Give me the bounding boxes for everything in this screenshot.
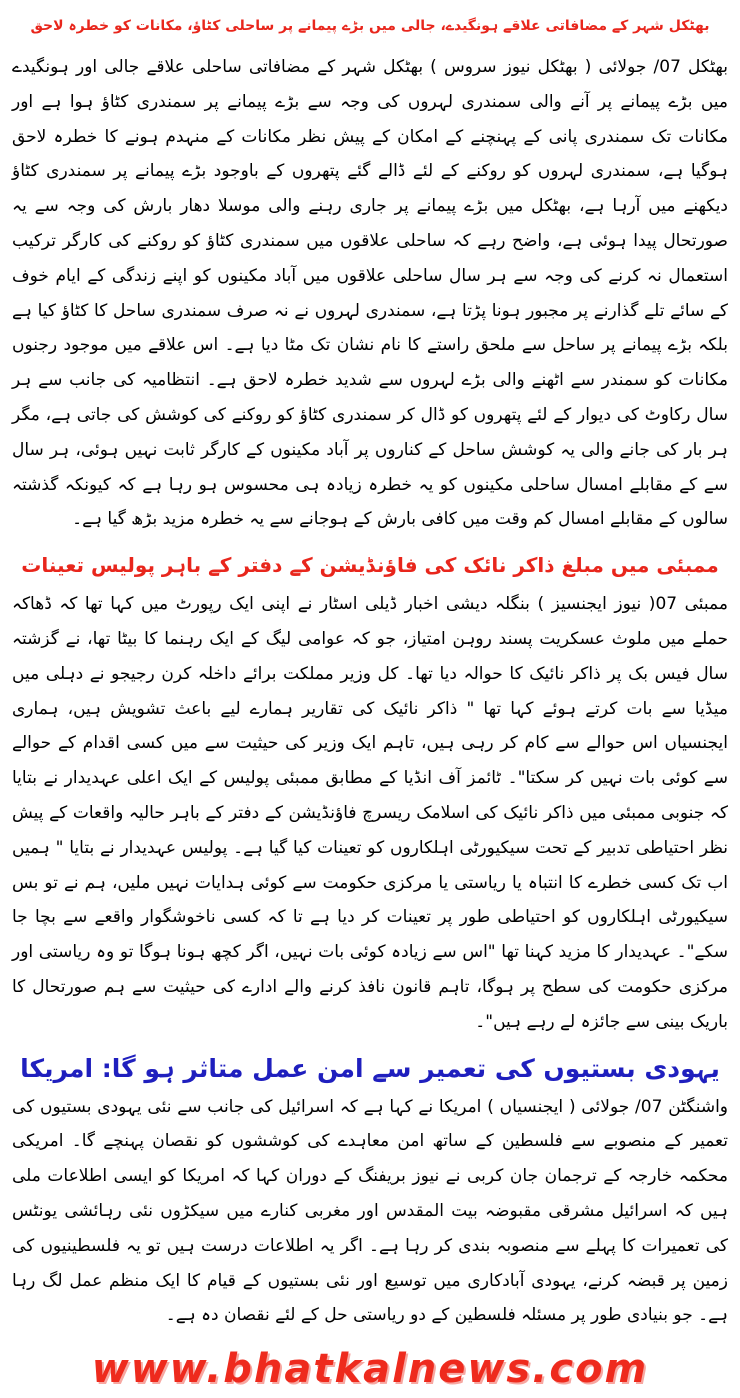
headline-zakir-naik: ممبئی میں مبلغ ذاکر نائک کی فاؤنڈیشن کے دفتر کے باہر پولیس تعینات [21, 553, 719, 578]
article-settlements [12, 1050, 728, 1334]
headline-coastal-erosion: بھٹکل شہر کے مضافاتی علاقے ہونگیدے، جالی میں بڑے پیمانے پر ساحلی کٹاؤ، مکانات کو خطرہ لاحق [30, 18, 710, 34]
article-body-settlements: واشنگٹن 07/ جولائی ( ایجنسیاں ) امریکا نے کہا ہے کہ اسرائیل کی جانب سے نئی یہودی بستیوں کی تعمیر کے منصوبے سے فلسطین کے ساتھ امن معاہدے کی کوششوں کو نقصان پہنچے گا۔ امریکی محکمہ خارجہ کے ترجمان جان کربی نے نیوز بریفنگ کے دوران کہا کہ امریکا کو ایسی اطلاعات ملی ہیں کہ اسرائیل مشرقی مقبوضہ بیت المقدس اور مغربی کنارے میں سیکڑوں نئی رہائشی یونٹس کی تعمیرات کا پہلے سے منصوبہ بندی کر رہا ہے۔ اگر یہ اطلاعات درست ہیں تو یہ فلسطینیوں کی زمین پر قبضہ کرنے، یہودی آبادکاری میں توسیع اور نئی بستیوں کے قیام کا ایک منظم عمل لگ رہا ہے۔ جو بنیادی طور پر مسئلہ فلسطین کے دو ریاستی حل کے لئے نقصان دہ ہے۔ [12, 1096, 728, 1326]
site-watermark: www.bhatkalnews.com [91, 1346, 649, 1392]
article-body-zakir-naik: ممبئی 07( نیوز ایجنسیز ) بنگلہ دیشی اخبار ڈیلی اسٹار نے اپنی ایک رپورٹ میں کہا تھا کہ ڈھاکہ حملے میں ملوث عسکریت پسند روہن امتیاز، جو کہ عوامی لیگ کے ایک رہنما کا بیٹا تھا، نے گزشتہ سال فیس بک پر ذاکر نائیک کا حوالہ دیا تھا۔ کل وزیر مملکت برائے داخلہ کرن رجیجو نے دہلی میں میڈیا سے بات کرتے ہوئے کہا تھا " ذاکر نائیک کی تقاریر ہمارے لیے باعث تشویش ہیں، ہماری ایجنسیاں اس حوالے سے کام کر رہی ہیں، تاہم ایک وزیر کی حیثیت سے میں کسی اقدام کے حوالے سے کوئی بات نہیں کر سکتا"۔ ٹائمز آف انڈیا کے مطابق ممبئی پولیس کے ایک اعلی عہدیدار نے بتایا کہ جنوبی ممبئی میں ذاکر نائیک کی اسلامک ریسرچ فاؤنڈیشن کے دفتر کے باہر حالیہ واقعات کے پیش نظر احتیاطی تدبیر کے تحت سیکیورٹی اہلکاروں کو تعینات کیا گیا ہے۔ پولیس عہدیدار نے بتایا " ہمیں اب تک کسی خطرے کا انتباہ یا ریاستی یا مرکزی حکومت سے کوئی ہدایات نہیں ملیں، ہم نے تو بس سیکیورٹی اہلکاروں کو احتیاطی طور پر تعینات کر دیا ہے تا کہ کسی ناخوشگوار واقعے سے بچا جا سکے"۔ عہدیدار کا مزید کہنا تھا "اس سے زیادہ کوئی بات نہیں، اگر کچھ ہونا ہوگا تو وہ ریاستی اور مرکزی حکومت کی سطح پر ہوگا، تاہم قانون نافذ کرنے والے ادارے کی حیثیت سے ہم صورتحال کا باریک بینی سے جائزہ لے رہے ہیں"۔ [12, 594, 728, 1032]
article-body-coastal-erosion: بھٹکل 07/ جولائی ( بھٹکل نیوز سروس ) بھٹکل شہر کے مضافاتی ساحلی علاقے جالی اور ہونگیدے میں بڑے پیمانے پر آنے والی سمندری لہروں کی وجہ سے بڑے پیمانے پر سمندری کٹاؤ ہوا ہے اور مکانات تک سمندری پانی کے پہنچنے کے امکان کے پیش نظر مکانات کے منہدم ہونے کا خطرہ لاحق ہوگیا ہے، سمندری لہروں کو روکنے کے لئے ڈالے گئے پتھروں کے باوجود بڑے پیمانے پر سمندری کٹاؤ دیکھنے میں آرہا ہے، بھٹکل میں بڑے پیمانے پر جاری رہنے والی موسلا دھار بارش کی وجہ سے یہ صورتحال پیدا ہوئی ہے، واضح رہے کہ ساحلی علاقوں میں سمندری کٹاؤ کو روکنے کی کارگر ترکیب استعمال نہ کرنے کی وجہ سے ہر سال ساحلی علاقوں میں آباد مکینوں کو اپنے زندگی کے ایام خوف کے سائے تلے گذارنے پر مجبور ہونا پڑتا ہے، سمندری لہروں نے نہ صرف سمندری ساحل کا کٹاؤ کیا ہے بلکہ بڑے پیمانے پر ساحل سے ملحق راستے کا نام نشان تک مٹا دیا ہے۔ اس علاقے میں موجود رجنوں مکانات کو سمندر سے اٹھنے والی بڑے لہروں سے شدید خطرہ لاحق ہے۔ انتظامیہ کی جانب سے ہر سال رکاوٹ کی دیوار کے لئے پتھروں کو ڈال کر سمندری کٹاؤ کو روکنے کی کوشش کی جاتی ہے، مگر ہر بار کی جانے والی یہ کوشش ساحل کے کناروں پر آباد مکینوں کے کارگر ثابت نہیں ہوئی، ہر سال سے کے مقابلے امسال ساحلی مکینوں کو یہ خطرہ زیادہ ہی محسوس ہو رہا ہے کہ کیونکہ گذشتہ سالوں کے مقابلے امسال کم وقت میں کافی بارش کے ہوجانے سے یہ خطرہ مزید بڑھ گیا ہے۔ [12, 57, 728, 530]
headline-settlements: یہودی بستیوں کی تعمیر سے امن عمل متاثر ہو گا: امریکا [20, 1053, 720, 1083]
article-zakir-naik [12, 545, 728, 1039]
article-coastal-erosion [12, 4, 728, 537]
